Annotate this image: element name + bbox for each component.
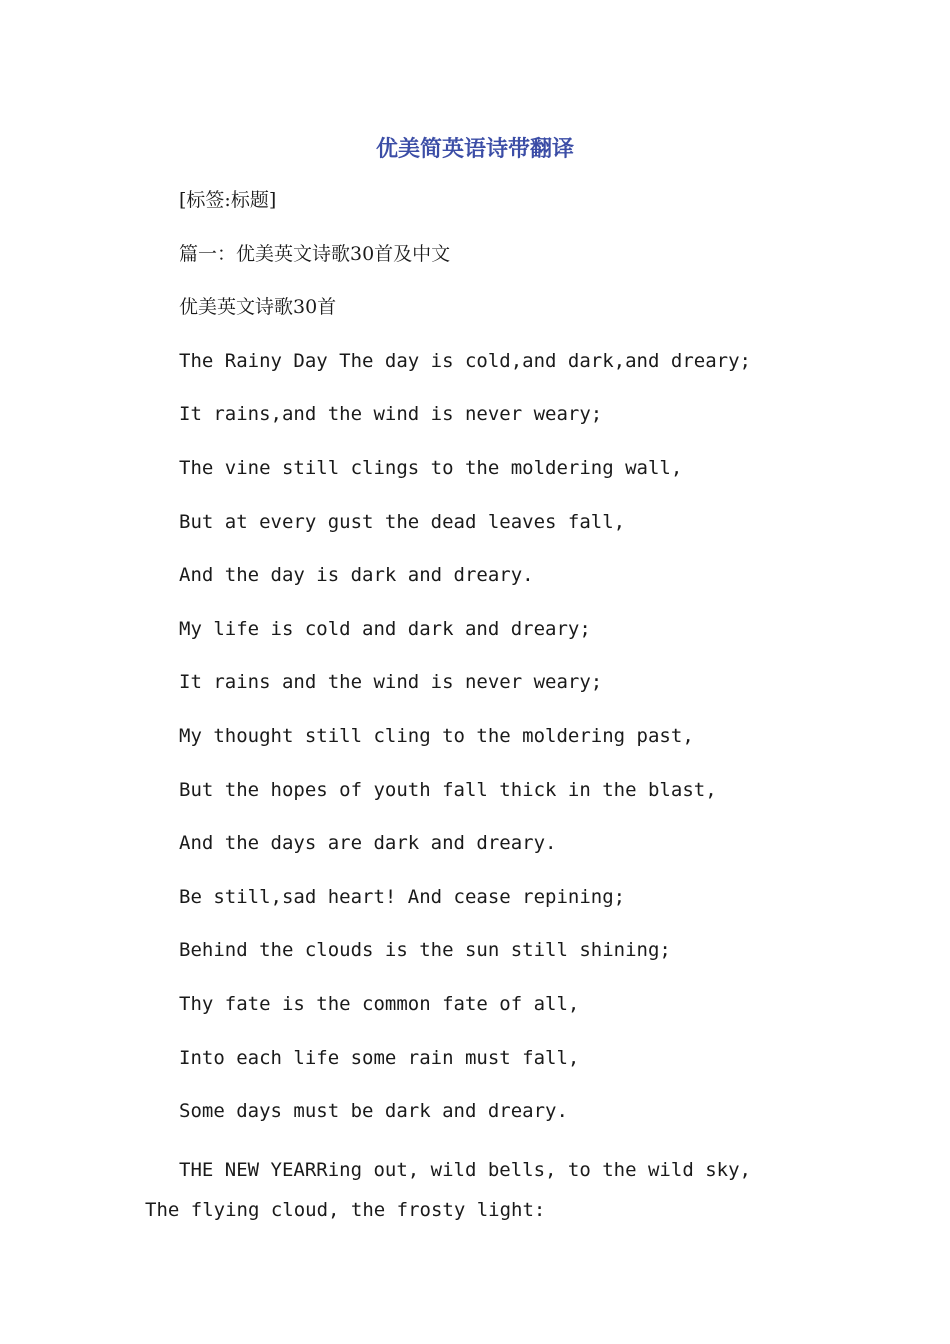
section-heading: 篇一：优美英文诗歌30首及中文 — [179, 242, 451, 265]
poem-line: Into each life some rain must fall, — [179, 1046, 580, 1069]
new-year-paragraph: THE NEW YEARRing out, wild bells, to the wild sky, The flying cloud, the frosty light: — [145, 1159, 751, 1221]
poem-line: And the day is dark and dreary. — [179, 564, 534, 587]
poem-line: It rains,and the wind is never weary; — [179, 403, 603, 426]
poem-line: And the days are dark and dreary. — [179, 832, 557, 855]
subheading: 优美英文诗歌30首 — [179, 296, 337, 319]
poem-line: Some days must be dark and dreary. — [179, 1100, 568, 1123]
poem-line: But the hopes of youth fall thick in the blast, — [179, 778, 717, 801]
poem-line: Behind the clouds is the sun still shining; — [179, 939, 671, 962]
poem-line: My life is cold and dark and dreary; — [179, 617, 591, 640]
tag-line: [标签:标题] — [179, 189, 277, 211]
poem-line: The Rainy Day The day is cold,and dark,and dreary; — [179, 349, 751, 372]
poem-line: My thought still cling to the moldering past, — [179, 724, 694, 747]
document-title: 优美简英语诗带翻译 — [375, 136, 574, 162]
poem-line: Thy fate is the common fate of all, — [179, 992, 580, 1015]
poem-line: Be still,sad heart! And cease repining; — [179, 885, 626, 908]
poem-line: But at every gust the dead leaves fall, — [179, 510, 626, 533]
poem-line: The vine still clings to the moldering wall, — [179, 456, 683, 479]
poem-lines — [179, 184, 779, 1149]
poem-line: It rains and the wind is never weary; — [179, 671, 603, 694]
